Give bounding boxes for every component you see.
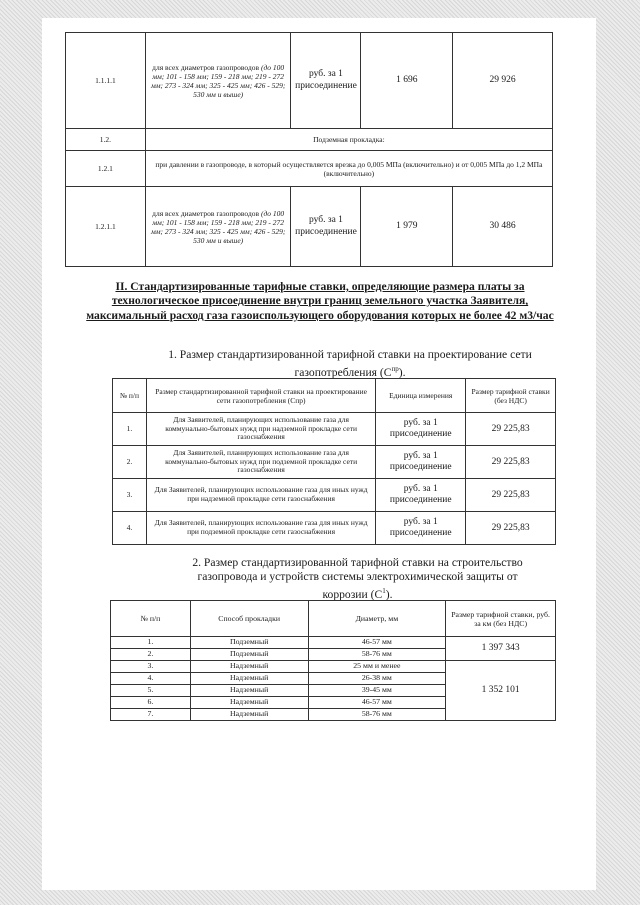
col-header-method: Способ прокладки	[190, 601, 308, 637]
table-row	[66, 129, 553, 151]
table-row	[113, 446, 556, 479]
row-name: Для Заявителей, планирующих использование газа для коммунально-бытовых нужд при надземной прокладке сети газоснабжения	[146, 413, 375, 446]
row-name: Для Заявителей, планирующих использование газа для иных нужд при подземной прокладке сети газоснабжения	[146, 512, 375, 545]
table-row	[111, 661, 556, 673]
row-number: 3.	[111, 661, 191, 673]
row-diameter: 26-38 мм	[308, 673, 446, 685]
row-number: 7.	[111, 709, 191, 721]
description-detail: (до 100 мм; 101 - 158 мм; 159 - 218 мм; 219 - 272 мм; 273 - 324 мм; 325 - 425 мм; 426 - 529; 530 мм и выше)	[150, 62, 286, 99]
row-number: 4.	[111, 673, 191, 685]
subheading-text: 1. Размер стандартизированной тарифной ставки на проектирование сети газопотребления (C	[168, 348, 532, 379]
subheading-superscript: 1	[382, 587, 386, 595]
row-value: 29 225,83	[466, 413, 556, 446]
subheading-tail: ).	[398, 365, 406, 379]
construction-rate-table	[110, 600, 556, 721]
col-header-rate: Размер тарифной ставки, руб. за км (без НДС)	[446, 601, 556, 637]
rate-underground: 1 397 343	[446, 637, 556, 661]
table-row	[113, 512, 556, 545]
row-diameter: 58-76 мм	[308, 649, 446, 661]
row-description	[145, 187, 291, 267]
rate-aboveground: 1 352 101	[446, 661, 556, 721]
row-value-1: 1 696	[361, 33, 453, 129]
row-method: Надземный	[190, 685, 308, 697]
row-number: 1.2.	[66, 129, 146, 151]
col-header-number: № п/п	[111, 601, 191, 637]
table-row	[111, 637, 556, 649]
row-description	[145, 33, 291, 129]
row-unit: руб. за 1 присоединение	[376, 446, 466, 479]
col-header-diameter: Диаметр, мм	[308, 601, 446, 637]
table-row	[66, 33, 553, 129]
col-header-number: № п/п	[113, 379, 147, 413]
col-header-name: Размер стандартизированной тарифной ставки на проектирование сети газопотребления (Спр)	[146, 379, 375, 413]
description-detail: (до 100 мм; 101 - 158 мм; 159 - 218 мм; 219 - 272 мм; 273 - 324 мм; 325 - 425 мм; 426 - 529; 530 мм и выше)	[150, 208, 286, 245]
table-header-row	[113, 379, 556, 413]
table-row	[66, 151, 553, 187]
row-unit: руб. за 1 присоединение	[376, 413, 466, 446]
subheading-design-rate	[150, 348, 550, 380]
row-number: 3.	[113, 479, 147, 512]
row-diameter: 39-45 мм	[308, 685, 446, 697]
row-method: Подземный	[190, 649, 308, 661]
design-rate-table	[112, 378, 556, 545]
row-unit: руб. за 1 присоединение	[376, 479, 466, 512]
subheading-construction-rate	[180, 556, 535, 602]
row-value-2: 30 486	[453, 187, 553, 267]
row-value: 29 225,83	[466, 512, 556, 545]
row-method: Надземный	[190, 709, 308, 721]
section-heading: II. Стандартизированные тарифные ставки, определяющие размера платы за технологическое присоединение внутри границ земельного участка Заявителя, максимальный расход газа газоиспользующего оборудования которых не более 42 м3/час	[86, 280, 554, 322]
table-header-row	[111, 601, 556, 637]
row-method: Надземный	[190, 673, 308, 685]
row-name: Для Заявителей, планирующих использование газа для коммунально-бытовых нужд при подземной прокладке сети газоснабжения	[146, 446, 375, 479]
row-number: 1.2.1	[66, 151, 146, 187]
row-value: 29 225,83	[466, 446, 556, 479]
row-number: 6.	[111, 697, 191, 709]
row-unit: руб. за 1 присоединение	[376, 512, 466, 545]
description-text: для всех диаметров газопроводов	[152, 62, 260, 72]
row-section-title: Подземная прокладка:	[145, 129, 552, 151]
row-method: Надземный	[190, 697, 308, 709]
row-number: 2.	[113, 446, 147, 479]
row-diameter: 58-76 мм	[308, 709, 446, 721]
row-diameter: 25 мм и менее	[308, 661, 446, 673]
col-header-value: Размер тарифной ставки (без НДС)	[466, 379, 556, 413]
col-header-unit: Единица измерения	[376, 379, 466, 413]
row-value: 29 225,83	[466, 479, 556, 512]
row-number: 5.	[111, 685, 191, 697]
table-row	[113, 413, 556, 446]
row-number: 4.	[113, 512, 147, 545]
subheading-text: 2. Размер стандартизированной тарифной ставки на строительство газопровода и устройств системы электрохимической защиты от коррозии (C	[192, 556, 523, 601]
row-diameter: 46-57 мм	[308, 637, 446, 649]
row-number: 1.1.1.1	[66, 33, 146, 129]
row-unit: руб. за 1 присоединение	[291, 187, 361, 267]
table-row	[66, 187, 553, 267]
row-number: 1.2.1.1	[66, 187, 146, 267]
row-method: Надземный	[190, 661, 308, 673]
row-number: 1.	[113, 413, 147, 446]
tariff-table-continued	[65, 32, 553, 267]
row-number: 1.	[111, 637, 191, 649]
subheading-tail: ).	[385, 587, 393, 601]
subheading-superscript: пр	[391, 365, 399, 373]
row-value-2: 29 926	[453, 33, 553, 129]
row-number: 2.	[111, 649, 191, 661]
table-row	[113, 479, 556, 512]
row-diameter: 46-57 мм	[308, 697, 446, 709]
row-method: Подземный	[190, 637, 308, 649]
row-section-title: при давлении в газопроводе, в который осуществляется врезка до 0,005 МПа (включительно) и от 0,005 МПа до 1,2 МПа (включительно)	[145, 151, 552, 187]
row-value-1: 1 979	[361, 187, 453, 267]
row-name: Для Заявителей, планирующих использование газа для иных нужд при надземной прокладке сети газоснабжения	[146, 479, 375, 512]
row-unit: руб. за 1 присоединение	[291, 33, 361, 129]
description-text: для всех диаметров газопроводов	[152, 208, 260, 218]
